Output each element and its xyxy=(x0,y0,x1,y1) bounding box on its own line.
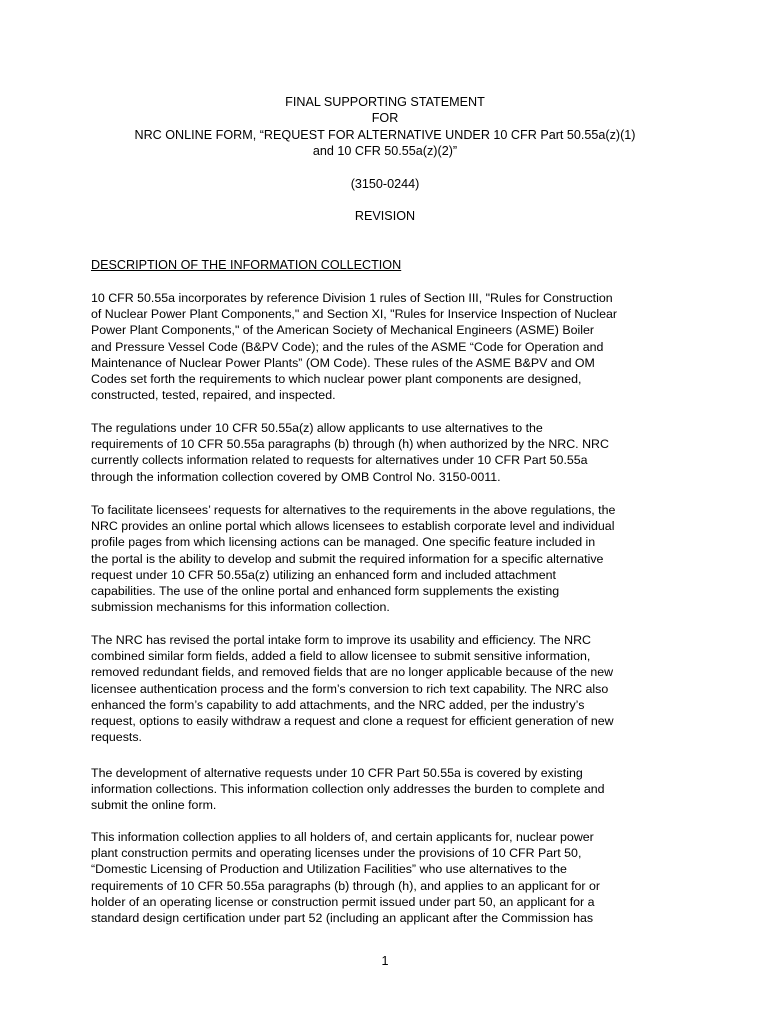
page-number: 1 xyxy=(381,954,389,968)
text-line: request, options to easily withdraw a request and clone a request for efficient generation of new xyxy=(91,714,614,729)
text-line: and Pressure Vessel Code (B&PV Code); and the rules of the ASME “Code for Operation and xyxy=(91,339,604,354)
paragraph-5 xyxy=(91,765,691,814)
document-title xyxy=(60,94,710,160)
text-line: requirements of 10 CFR 50.55a paragraphs (b) through (h) when authorized by the NRC. NRC xyxy=(91,437,609,452)
title-line: FINAL SUPPORTING STATEMENT xyxy=(285,95,485,109)
omb-control-number: (3150-0244) xyxy=(350,177,420,191)
text-line: constructed, tested, repaired, and inspected. xyxy=(91,388,336,403)
text-line: The regulations under 10 CFR 50.55a(z) allow applicants to use alternatives to the xyxy=(91,421,543,435)
paragraph-4 xyxy=(91,632,691,745)
title-line: and 10 CFR 50.55a(z)(2)” xyxy=(312,144,458,159)
text-line: requests. xyxy=(91,730,142,745)
paragraph-2 xyxy=(91,420,691,485)
text-line: combined similar form fields, added a field to allow licensee to submit sensitive information, xyxy=(91,649,591,664)
text-line: enhanced the form’s capability to add attachments, and the NRC added, per the industry’s xyxy=(91,697,585,712)
text-line: standard design certification under part 52 (including an applicant after the Commission has xyxy=(91,911,594,926)
text-line: NRC provides an online portal which allows licensees to establish corporate level and individual xyxy=(91,519,615,534)
text-line: holder of an operating license or construction permit issued under part 50, an applicant for a xyxy=(91,894,595,909)
title-line: NRC ONLINE FORM, “REQUEST FOR ALTERNATIVE UNDER 10 CFR Part 50.55a(z)(1) xyxy=(134,127,636,142)
revision-label: REVISION xyxy=(354,209,416,223)
text-line: information collections. This information collection only addresses the burden to complete and xyxy=(91,782,605,797)
text-line: submission mechanisms for this information collection. xyxy=(91,600,390,615)
text-line: request under 10 CFR 50.55a(z) utilizing an enhanced form and included attachment xyxy=(91,567,556,582)
text-line: Codes set forth the requirements to which nuclear power plant components are designed, xyxy=(91,372,582,387)
text-line: The development of alternative requests under 10 CFR Part 50.55a is covered by existing xyxy=(91,766,583,780)
text-line: The NRC has revised the portal intake form to improve its usability and efficiency. The NRC xyxy=(91,633,591,647)
paragraph-1 xyxy=(91,290,691,403)
text-line: of Nuclear Power Plant Components," and Section XI, "Rules for Inservice Inspection of Nuclear xyxy=(91,307,618,322)
text-line: the portal is the ability to develop and submit the required information for a specific alternative xyxy=(91,551,604,566)
text-line: plant construction permits and operating licenses under the provisions of 10 CFR Part 50, xyxy=(91,846,582,861)
section-heading: DESCRIPTION OF THE INFORMATION COLLECTION xyxy=(91,258,402,272)
paragraph-3 xyxy=(91,502,691,615)
text-line: 10 CFR 50.55a incorporates by reference Division 1 rules of Section III, "Rules for Construction xyxy=(91,291,613,305)
text-line: To facilitate licensees’ requests for alternatives to the requirements in the above regulations, the xyxy=(91,503,616,517)
text-line: submit the online form. xyxy=(91,798,217,813)
paragraph-6 xyxy=(91,829,691,926)
title-line: FOR xyxy=(371,111,399,126)
text-line: This information collection applies to all holders of, and certain applicants for, nuclear power xyxy=(91,830,594,844)
text-line: requirements of 10 CFR 50.55a paragraphs (b) through (h), and applies to an applicant for or xyxy=(91,878,600,893)
text-line: removed redundant fields, and removed fields that are no longer applicable because of the new xyxy=(91,665,614,680)
text-line: through the information collection covered by OMB Control No. 3150-0011. xyxy=(91,469,501,484)
text-line: capabilities. The use of the online portal and enhanced form supplements the existing xyxy=(91,584,560,599)
text-line: Maintenance of Nuclear Power Plants” (OM Code). These rules of the ASME B&PV and OM xyxy=(91,355,595,370)
text-line: Power Plant Components," of the American Society of Mechanical Engineers (ASME) Boiler xyxy=(91,323,595,338)
text-line: licensee authentication process and the form’s conversion to rich text capability. The NRC also xyxy=(91,681,609,696)
text-line: currently collects information related to requests for alternatives under 10 CFR Part 50.55a xyxy=(91,453,588,468)
text-line: profile pages from which licensing actions can be managed. One specific feature included in xyxy=(91,535,596,550)
text-line: “Domestic Licensing of Production and Utilization Facilities” who use alternatives to the xyxy=(91,862,567,877)
